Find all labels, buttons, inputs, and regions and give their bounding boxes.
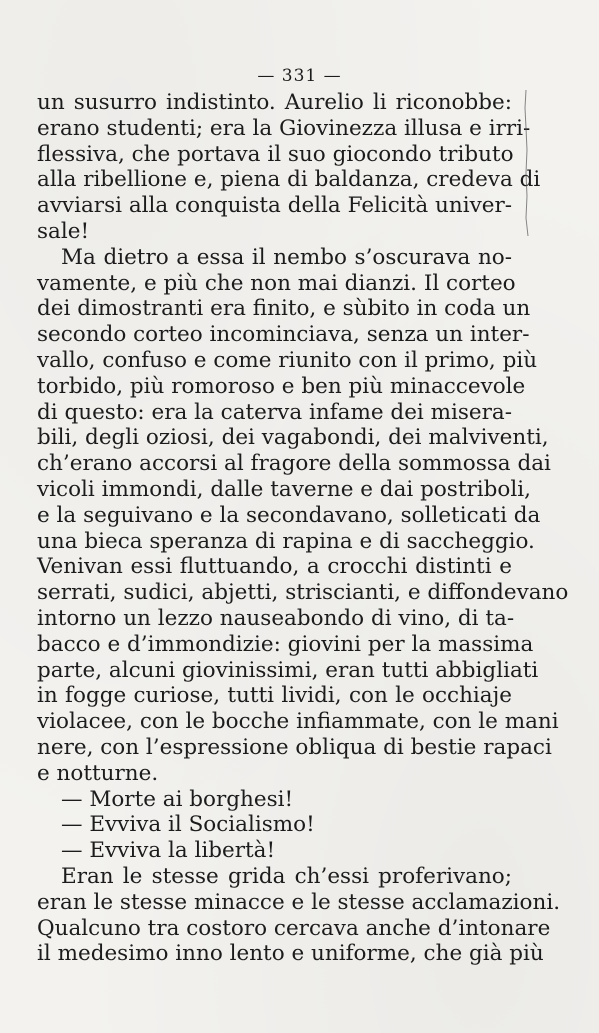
text-line: bacco e d’immondizie: giovini per la massima <box>37 631 534 657</box>
text-line: secondo corteo incominciava, senza un inter- <box>37 322 530 348</box>
text-line: Eran le stesse grida ch’essi proferivano; <box>61 863 512 889</box>
text-line: di questo: era la caterva infame dei misera- <box>37 399 513 425</box>
text-line: Qualcuno tra costoro cercava anche d’intonare <box>37 915 551 941</box>
text-line: flessiva, che portava il suo giocondo tributo <box>37 141 514 167</box>
text-line: un susurro indistinto. Aurelio li riconobbe: <box>37 90 512 115</box>
text-line: Ma dietro a essa il nembo s’oscurava no- <box>61 244 512 270</box>
text-line: intorno un lezzo nauseabondo di vino, di ta- <box>37 605 515 631</box>
text-line: nere, con l’espressione obliqua di bestie rapaci <box>37 734 552 760</box>
text-line: e la seguivano e la secondavano, solleticati da <box>37 502 541 528</box>
text-line: vamente, e più che non mai dianzi. Il corteo <box>37 270 516 296</box>
text-line: erano studenti; era la Giovinezza illusa e irri- <box>37 115 531 141</box>
text-line: — Morte ai borghesi! <box>61 786 294 812</box>
text-line: torbido, più romoroso e ben più minaccevole <box>37 373 526 399</box>
margin-pencil-mark <box>522 88 534 238</box>
body-text <box>37 90 569 967</box>
text-line: vicoli immondi, dalle taverne e dai postriboli, <box>37 476 531 502</box>
text-line: il medesimo inno lento e uniforme, che già più <box>37 941 544 967</box>
text-line: dei dimostranti era finito, e sùbito in coda un <box>37 296 531 322</box>
text-line: ch’erano accorsi al fragore della sommossa dai <box>37 451 551 477</box>
text-line: vallo, confuso e come riunito con il primo, più <box>37 347 538 373</box>
text-line: parte, alcuni giovinissimi, eran tutti abbigliati <box>37 657 539 683</box>
text-line: eran le stesse minacce e le stesse acclamazioni. <box>37 889 561 915</box>
text-line: avviarsi alla conquista della Felicità univer- <box>37 193 512 219</box>
page-number: — 331 — <box>257 66 342 86</box>
text-line: e notturne. <box>37 760 159 786</box>
text-line: Venivan essi fluttuando, a crocchi distinti e <box>37 554 512 580</box>
text-line: in fogge curiose, tutti lividi, con le occhiaje <box>37 683 512 709</box>
text-line: serrati, sudici, abjetti, striscianti, e diffondevano <box>37 580 569 606</box>
text-line: alla ribellione e, piena di baldanza, credeva di <box>37 167 541 193</box>
text-line: bili, degli oziosi, dei vagabondi, dei malviventi, <box>37 425 549 451</box>
text-line: violacee, con le bocche infiammate, con le mani <box>37 709 559 735</box>
text-line: — Evviva la libertà! <box>61 838 276 864</box>
text-line: — Evviva il Socialismo! <box>61 812 315 838</box>
text-line: sale! <box>37 218 90 244</box>
text-line: una bieca speranza di rapina e di saccheggio. <box>37 528 535 554</box>
